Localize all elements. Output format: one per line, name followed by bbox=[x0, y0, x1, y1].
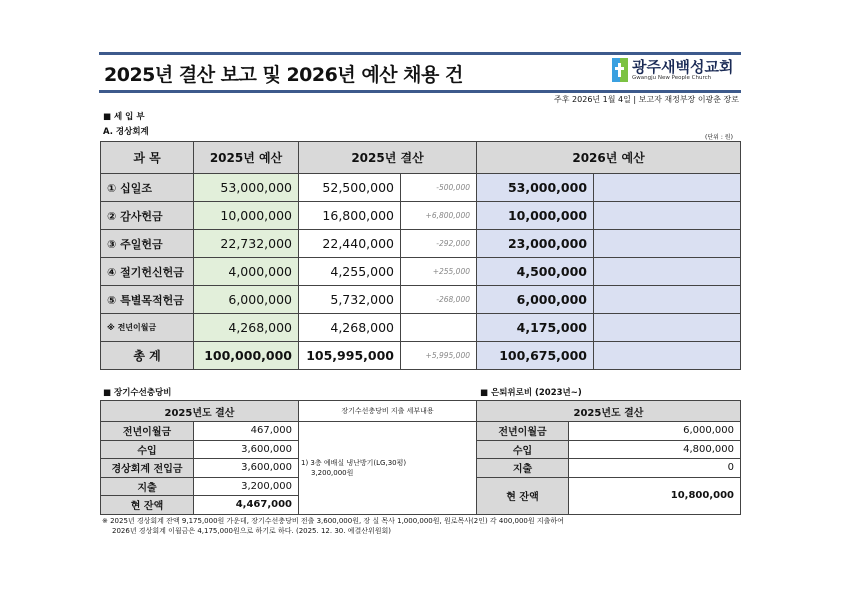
blank-cell bbox=[594, 230, 741, 258]
section-income: ■ 세 입 부 bbox=[103, 112, 145, 122]
blank-cell bbox=[594, 314, 741, 342]
table-row bbox=[101, 202, 741, 230]
retirement-fund-title: ■ 은퇴위로비 (2023년~) bbox=[480, 388, 582, 398]
total-label: 총 계 bbox=[101, 342, 194, 370]
repair-desc-header: 장기수선충당비 지출 세부내용 bbox=[299, 401, 477, 422]
table-row bbox=[101, 314, 741, 342]
row-label: 지출 bbox=[477, 459, 569, 478]
row-value: 3,200,000 bbox=[194, 477, 299, 496]
row-label: ③ 주일헌금 bbox=[101, 230, 194, 258]
row-label: ※ 전년이월금 bbox=[101, 314, 194, 342]
row-value: 467,000 bbox=[194, 422, 299, 441]
diff: -292,000 bbox=[401, 230, 477, 258]
desc-amount: 3,200,000원 bbox=[311, 468, 354, 477]
budget-2025: 10,000,000 bbox=[194, 202, 299, 230]
row-label: 경상회계 전입금 bbox=[101, 459, 194, 478]
diff: +6,800,000 bbox=[401, 202, 477, 230]
church-logo bbox=[612, 58, 733, 82]
budget-2026: 53,000,000 bbox=[477, 174, 594, 202]
blank-cell bbox=[594, 258, 741, 286]
table-row bbox=[101, 258, 741, 286]
budget-2025: 4,000,000 bbox=[194, 258, 299, 286]
table-row bbox=[101, 230, 741, 258]
blank-cell bbox=[594, 286, 741, 314]
blank-cell bbox=[594, 202, 741, 230]
row-label: 현 잔액 bbox=[101, 496, 194, 515]
top-rule bbox=[99, 52, 741, 55]
header-budget-2025: 2025년 예산 bbox=[194, 142, 299, 174]
retire-header: 2025년도 결산 bbox=[477, 401, 741, 422]
section-general-account: A. 경상회계 bbox=[103, 127, 149, 137]
actual-2025: 5,732,000 bbox=[299, 286, 401, 314]
budget-2026: 4,500,000 bbox=[477, 258, 594, 286]
budget-2025: 4,268,000 bbox=[194, 314, 299, 342]
actual-2025: 52,500,000 bbox=[299, 174, 401, 202]
budget-2026: 10,000,000 bbox=[477, 202, 594, 230]
row-label: ② 감사헌금 bbox=[101, 202, 194, 230]
row-value: 4,467,000 bbox=[194, 496, 299, 515]
total-budget-2025: 100,000,000 bbox=[194, 342, 299, 370]
unit-label: (단위 : 원) bbox=[705, 134, 733, 141]
row-label: 현 잔액 bbox=[477, 477, 569, 514]
actual-2025: 22,440,000 bbox=[299, 230, 401, 258]
blank-cell bbox=[594, 342, 741, 370]
row-label: 전년이월금 bbox=[477, 422, 569, 441]
actual-2025: 4,268,000 bbox=[299, 314, 401, 342]
header-rule bbox=[99, 90, 741, 93]
cross-logo-icon bbox=[612, 58, 628, 82]
table-row bbox=[477, 422, 741, 441]
footnote-line2: 2026년 경상회계 이월금은 4,175,000원으로 하기로 하다. (2025. 12. 30. 예결산위원회) bbox=[112, 527, 391, 535]
total-diff: +5,995,000 bbox=[401, 342, 477, 370]
row-label: 수입 bbox=[101, 440, 194, 459]
diff: -268,000 bbox=[401, 286, 477, 314]
total-actual-2025: 105,995,000 bbox=[299, 342, 401, 370]
row-label: ⑤ 특별목적헌금 bbox=[101, 286, 194, 314]
repair-desc bbox=[299, 422, 477, 515]
row-label: ① 십일조 bbox=[101, 174, 194, 202]
budget-2025: 6,000,000 bbox=[194, 286, 299, 314]
table-header bbox=[101, 142, 741, 174]
row-value: 3,600,000 bbox=[194, 440, 299, 459]
table-row bbox=[477, 459, 741, 478]
logo-subtitle: Gwangju New People Church bbox=[632, 75, 712, 81]
footnote-line1: ※ 2025년 경상회계 잔액 9,175,000원 가운데, 장기수선충당비 전출 3,600,000원, 장 실 목사 1,000,000원, 원로목사(2인) 각 400,000원 지출하여 bbox=[102, 517, 564, 525]
table-row bbox=[101, 174, 741, 202]
header-budget-2026: 2026년 예산 bbox=[477, 142, 741, 174]
total-row bbox=[101, 342, 741, 370]
repair-fund-title: ■ 장기수선충당비 bbox=[103, 388, 172, 398]
table-row bbox=[477, 477, 741, 514]
table-row bbox=[101, 286, 741, 314]
header-actual-2025: 2025년 결산 bbox=[299, 142, 477, 174]
diff: -500,000 bbox=[401, 174, 477, 202]
diff bbox=[401, 314, 477, 342]
table-row bbox=[477, 440, 741, 459]
actual-2025: 16,800,000 bbox=[299, 202, 401, 230]
blank-cell bbox=[594, 174, 741, 202]
row-value: 3,600,000 bbox=[194, 459, 299, 478]
budget-2026: 23,000,000 bbox=[477, 230, 594, 258]
row-label: 지출 bbox=[101, 477, 194, 496]
total-budget-2026: 100,675,000 bbox=[477, 342, 594, 370]
row-value: 0 bbox=[569, 459, 741, 478]
report-meta: 주후 2026년 1월 4일 | 보고자 재정부장 이광춘 장로 bbox=[554, 95, 739, 104]
row-value: 6,000,000 bbox=[569, 422, 741, 441]
budget-2025: 53,000,000 bbox=[194, 174, 299, 202]
diff: +255,000 bbox=[401, 258, 477, 286]
logo-name: 광주새백성교회 bbox=[632, 58, 734, 76]
row-value: 10,800,000 bbox=[569, 477, 741, 514]
retirement-fund-table bbox=[476, 400, 741, 515]
row-label: 수입 bbox=[477, 440, 569, 459]
table-row bbox=[101, 422, 477, 441]
repair-header: 2025년도 결산 bbox=[101, 401, 299, 422]
desc-line: 1) 3층 예배실 냉난방기(LG,30평) bbox=[301, 458, 407, 467]
actual-2025: 4,255,000 bbox=[299, 258, 401, 286]
row-label: ④ 절기헌신헌금 bbox=[101, 258, 194, 286]
header-subject: 과 목 bbox=[101, 142, 194, 174]
budget-2026: 4,175,000 bbox=[477, 314, 594, 342]
budget-2026: 6,000,000 bbox=[477, 286, 594, 314]
page-title: 2025년 결산 보고 및 2026년 예산 채용 건 bbox=[104, 64, 463, 86]
general-account-table bbox=[100, 141, 741, 370]
footnote bbox=[102, 516, 564, 536]
budget-2025: 22,732,000 bbox=[194, 230, 299, 258]
row-value: 4,800,000 bbox=[569, 440, 741, 459]
row-label: 전년이월금 bbox=[101, 422, 194, 441]
repair-fund-table bbox=[100, 400, 477, 515]
